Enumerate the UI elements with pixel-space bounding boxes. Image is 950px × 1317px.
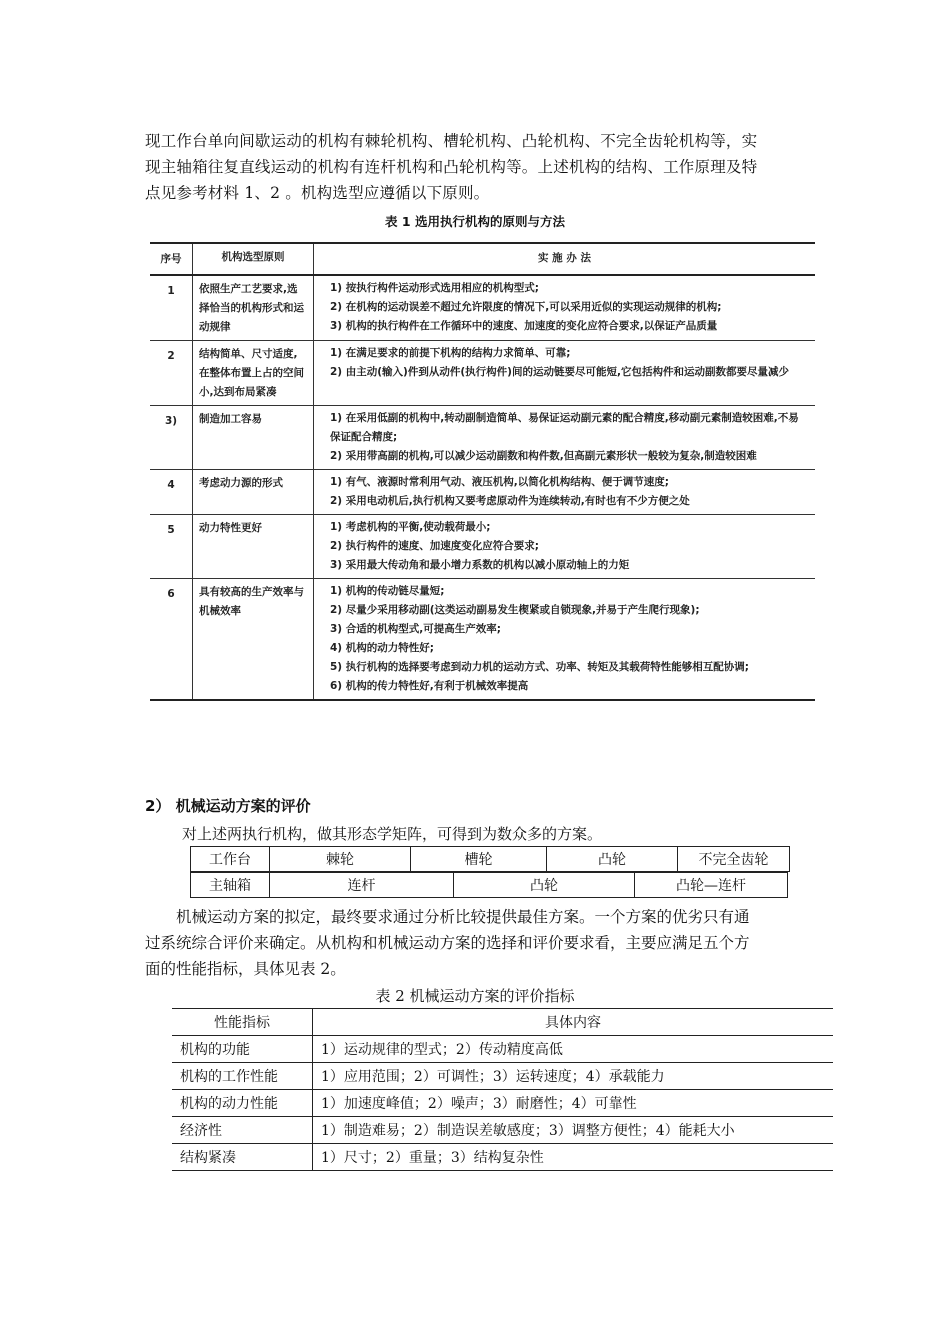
method-item: 2) 采用带高副的机构,可以减少运动副数和构件数,但高副元素形状一般较为复杂,制造较困难	[330, 450, 757, 462]
method-item: 2) 尽量少采用移动副(这类运动副易发生楔紧或自锁现象,并易于产生爬行现象);	[330, 604, 700, 616]
morph-cell: 凸轮	[454, 873, 635, 898]
row-number: 5	[150, 515, 193, 579]
table-row	[150, 275, 815, 341]
table1-header-method: 实 施 办 法	[314, 243, 816, 275]
row-principle: 依照生产工艺要求,选择恰当的机构形式和运动规律	[193, 275, 314, 341]
table1-header-no: 序号	[150, 243, 193, 275]
metric-content: 1）应用范围；2）可调性；3）运转速度；4）承载能力	[313, 1063, 834, 1090]
method-item: 3) 机构的执行构件在工作循环中的速度、加速度的变化应符合要求,以保证产品质量	[330, 320, 718, 332]
intro-paragraph	[145, 128, 835, 206]
method-item: 2) 采用电动机后,执行机构又要考虑原动件为连续转动,有时也有不少方便之处	[330, 495, 690, 507]
metric-name: 机构的功能	[172, 1036, 313, 1063]
morph-cell: 棘轮	[270, 847, 411, 872]
morph-cell: 主轴箱	[191, 873, 270, 898]
table-row	[150, 341, 815, 406]
intro-line: 点见参考材料 1、2 。机构选型应遵循以下原则。	[145, 184, 490, 202]
table1	[150, 242, 815, 701]
table-row	[150, 515, 815, 579]
row-methods	[314, 341, 816, 406]
table1-caption: 表 1 选用执行机构的原则与方法	[385, 214, 565, 229]
morph-matrix-row1	[190, 846, 790, 872]
table2-header-row	[172, 1009, 833, 1036]
method-item: 2) 执行构件的速度、加速度变化应符合要求;	[330, 540, 539, 552]
row-principle: 具有较高的生产效率与机械效率	[193, 579, 314, 701]
morph-cell: 连杆	[270, 873, 454, 898]
table-row	[172, 1117, 833, 1144]
row-methods	[314, 470, 816, 515]
method-item: 1) 按执行构件运动形式选用相应的机构型式;	[330, 282, 539, 294]
table-row	[150, 470, 815, 515]
table-row	[191, 873, 788, 898]
table-row	[172, 1063, 833, 1090]
metric-content: 1）制造难易；2）制造误差敏感度；3）调整方便性；4）能耗大小	[313, 1117, 834, 1144]
table1-header-row	[150, 243, 815, 275]
table-row	[172, 1036, 833, 1063]
paragraph-line: 机械运动方案的拟定，最终要求通过分析比较提供最佳方案。一个方案的优劣只有通	[176, 908, 750, 926]
morph-cell: 不完全齿轮	[678, 847, 790, 872]
row-principle: 制造加工容易	[193, 406, 314, 470]
method-item: 5) 执行机构的选择要考虑到动力机的运动方式、功率、转矩及其载荷特性能够相互配协调;	[330, 661, 749, 673]
evaluation-paragraph	[145, 904, 835, 982]
table-row	[172, 1090, 833, 1117]
table1-header-principle: 机构选型原则	[193, 243, 314, 275]
row-methods	[314, 515, 816, 579]
row-number: 6	[150, 579, 193, 701]
method-item: 1) 在采用低副的机构中,转动副制造简单、易保证运动副元素的配合精度,移动副元素制造较困难,不易保证配合精度;	[330, 412, 799, 443]
row-methods	[314, 275, 816, 341]
morph-cell: 槽轮	[411, 847, 547, 872]
paragraph-line: 面的性能指标，具体见表 2。	[145, 960, 346, 978]
method-item: 2) 由主动(输入)件到从动件(执行构件)间的运动链要尽可能短,它包括构件和运动副数都要尽量减少	[330, 366, 789, 378]
method-item: 2) 在机构的运动误差不超过允许限度的情况下,可以采用近似的实现运动规律的机构;	[330, 301, 722, 313]
table2-caption: 表 2 机械运动方案的评价指标	[375, 987, 575, 1005]
table-row	[191, 847, 790, 872]
row-methods	[314, 406, 816, 470]
method-item: 4) 机构的动力特性好;	[330, 642, 434, 654]
paragraph-line: 过系统综合评价来确定。从机构和机械运动方案的选择和评价要求看，主要应满足五个方	[145, 934, 750, 952]
table2-header-content: 具体内容	[313, 1009, 834, 1036]
metric-content: 1）运动规律的型式；2）传动精度高低	[313, 1036, 834, 1063]
method-item: 6) 机构的传力特性好,有利于机械效率提高	[330, 680, 529, 692]
morph-matrix-row2	[190, 872, 788, 898]
row-principle: 考虑动力源的形式	[193, 470, 314, 515]
row-principle: 结构简单、尺寸适度,在整体布置上占的空间小,达到布局紧凑	[193, 341, 314, 406]
method-item: 3) 采用最大传动角和最小增力系数的机构以减小原动轴上的力矩	[330, 559, 630, 571]
table2-header-metric: 性能指标	[172, 1009, 313, 1036]
metric-name: 机构的动力性能	[172, 1090, 313, 1117]
table2	[172, 1008, 833, 1171]
table-row	[150, 579, 815, 701]
section-heading: 2） 机械运动方案的评价	[145, 797, 311, 815]
intro-line: 现主轴箱往复直线运动的机构有连杆机构和凸轮机构等。上述机构的结构、工作原理及特	[145, 158, 758, 176]
row-number: 3)	[150, 406, 193, 470]
morph-cell: 凸轮	[547, 847, 678, 872]
metric-name: 结构紧凑	[172, 1144, 313, 1171]
metric-content: 1）加速度峰值；2）噪声；3）耐磨性；4）可靠性	[313, 1090, 834, 1117]
method-item: 1) 考虑机构的平衡,使动载荷最小;	[330, 521, 491, 533]
method-item: 1) 在满足要求的前提下机构的结构力求简单、可靠;	[330, 347, 571, 359]
metric-name: 机构的工作性能	[172, 1063, 313, 1090]
table-row	[172, 1144, 833, 1171]
row-number: 1	[150, 275, 193, 341]
row-methods	[314, 579, 816, 701]
metric-name: 经济性	[172, 1117, 313, 1144]
row-number: 4	[150, 470, 193, 515]
morph-cell: 凸轮—连杆	[635, 873, 788, 898]
table-row	[150, 406, 815, 470]
row-principle: 动力特性更好	[193, 515, 314, 579]
metric-content: 1）尺寸；2）重量；3）结构复杂性	[313, 1144, 834, 1171]
morph-cell: 工作台	[191, 847, 270, 872]
row-number: 2	[150, 341, 193, 406]
method-item: 3) 合适的机构型式,可提高生产效率;	[330, 623, 501, 635]
section-paragraph: 对上述两执行机构，做其形态学矩阵，可得到为数众多的方案。	[182, 825, 603, 843]
method-item: 1) 有气、液源时常利用气动、液压机构,以简化机构结构、便于调节速度;	[330, 476, 669, 488]
method-item: 1) 机构的传动链尽量短;	[330, 585, 445, 597]
intro-line: 现工作台单向间歇运动的机构有棘轮机构、槽轮机构、凸轮机构、不完全齿轮机构等，实	[145, 132, 758, 150]
